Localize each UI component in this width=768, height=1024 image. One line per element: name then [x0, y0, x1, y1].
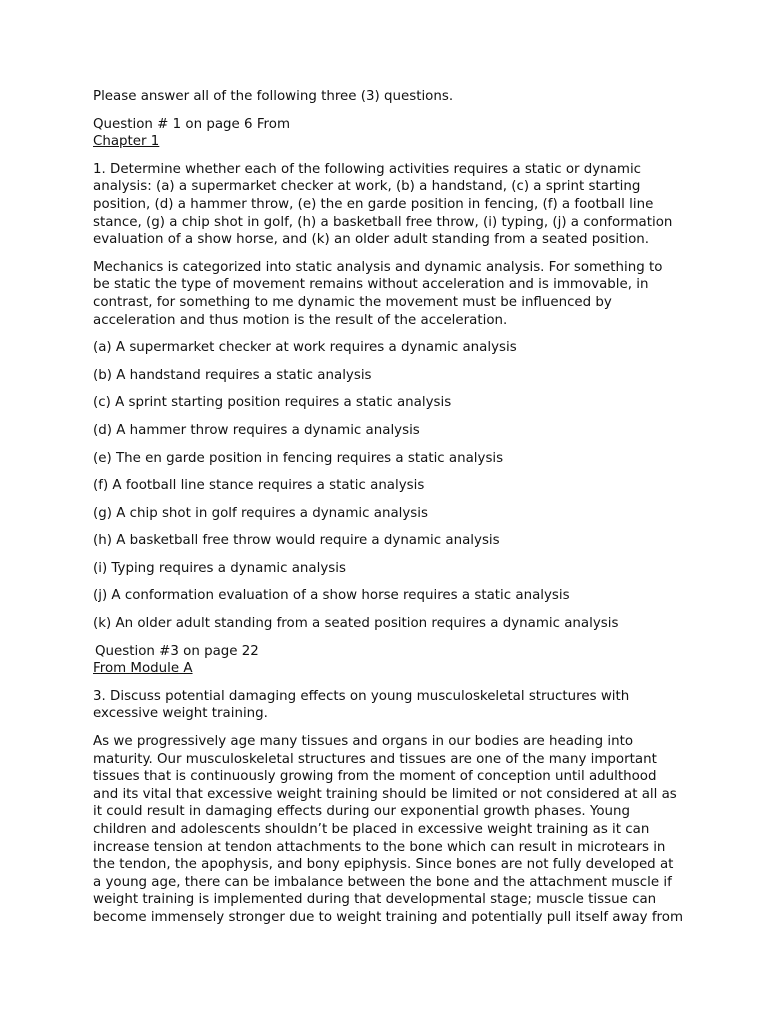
answer-b: (b) A handstand requires a static analysis — [93, 367, 372, 383]
question-3-heading: Question #3 on page 22 — [95, 643, 259, 659]
answer-i: (i) Typing requires a dynamic analysis — [93, 560, 346, 576]
answer-a: (a) A supermarket checker at work requires a dynamic analysis — [93, 340, 517, 356]
question-3-text: 3. Discuss potential damaging effects on young musculoskeletal structures with excessive weight training. — [93, 688, 630, 722]
intro-text: Please answer all of the following three (3) questions. — [93, 89, 454, 104]
answer-h: (h) A basketball free throw would require a dynamic analysis — [93, 533, 500, 549]
answer-d: (d) A hammer throw requires a dynamic analysis — [93, 422, 420, 438]
question-1-text: 1. Determine whether each of the following activities requires a static or dynamic analysis: (a) a supermarket checker at work, (b) a handstand, (c) a sprint starting position, (d) a hammer throw, (e) the en garde position in fencing, (f) a football line stance, (g) a chip shot in golf, (h) a basketball free throw, (i) typing, (j) a conformation evaluation of a show horse, and (k) an older adult standing from a seated position. — [93, 161, 673, 248]
question-1-heading: Question # 1 on page 6 From — [93, 116, 290, 132]
answer-j: (j) A conformation evaluation of a show horse requires a static analysis — [93, 588, 570, 604]
module-a-heading: From Module A — [93, 661, 193, 677]
question-1-explanation: Mechanics is categorized into static analysis and dynamic analysis. For something to be static the type of movement remains without acceleration and is immovable, in contrast, for something to me dynamic the movement must be influenced by acceleration and thus motion is the result of the acceleration. — [93, 259, 663, 328]
answer-c: (c) A sprint starting position requires a static analysis — [93, 395, 452, 411]
answer-f: (f) A football line stance requires a static analysis — [93, 478, 425, 494]
answer-g: (g) A chip shot in golf requires a dynamic analysis — [93, 505, 428, 521]
answer-e: (e) The en garde position in fencing requires a static analysis — [93, 450, 504, 466]
answer-k: (k) An older adult standing from a seated position requires a dynamic analysis — [93, 616, 619, 632]
document-page — [93, 88, 683, 937]
chapter-1-heading: Chapter 1 — [93, 134, 160, 150]
question-3-answer: As we progressively age many tissues and organs in our bodies are heading into maturity. Our musculoskeletal structures and tissues are one of the many important tissues that is continuously growing from the moment of conception until adulthood and its vital that excessive weight training should be limited or not considered at all as it could result in damaging effects during our exponential growth phases. Young children and adolescents shouldn’t be placed in excessive weight training as it can increase tension at tendon attachments to the bone which can result in microtears in the tendon, the apophysis, and bony epiphysis. Since bones are not fully developed at a young age, there can be imbalance between the bone and the attachment muscle if weight training is implemented during that developmental stage; muscle tissue can become immensely stronger due to weight training and potentially pull itself away from — [93, 734, 683, 925]
